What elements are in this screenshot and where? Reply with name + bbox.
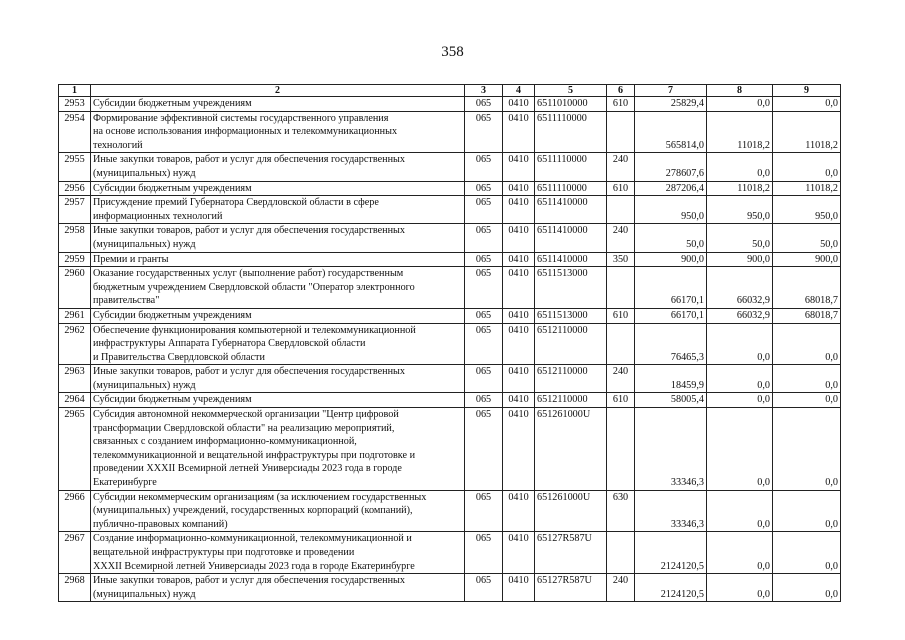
section-code: 0410 [503, 111, 535, 153]
amount-col8: 0,0 [707, 365, 773, 393]
ministry-code: 065 [465, 224, 503, 252]
target-code: 65127R587U [535, 574, 607, 602]
ministry-code: 065 [465, 408, 503, 491]
amount-col7: 33346,3 [635, 408, 707, 491]
amount-col7: 287206,4 [635, 181, 707, 196]
ministry-code: 065 [465, 323, 503, 365]
expense-type: 610 [607, 308, 635, 323]
row-name: Обеспечение функционирования компьютерной и телекоммуникационной инфраструктуры Аппарата Губернатора Свердловской области и Правительства Свердловской области [91, 323, 465, 365]
row-name: Иные закупки товаров, работ и услуг для обеспечения государственных (муниципальных) нужд [91, 224, 465, 252]
amount-col8: 0,0 [707, 393, 773, 408]
expense-type [607, 267, 635, 309]
amount-col7: 76465,3 [635, 323, 707, 365]
budget-table [58, 84, 841, 602]
expense-type: 240 [607, 574, 635, 602]
target-code: 65127R587U [535, 532, 607, 574]
amount-col7: 900,0 [635, 252, 707, 267]
amount-col9: 50,0 [773, 224, 841, 252]
amount-col7: 278607,6 [635, 153, 707, 181]
amount-col8: 66032,9 [707, 308, 773, 323]
target-code: 651261000U [535, 408, 607, 491]
col-header: 5 [535, 85, 607, 97]
table-row [59, 267, 841, 309]
amount-col8: 0,0 [707, 323, 773, 365]
amount-col9: 0,0 [773, 532, 841, 574]
expense-type: 350 [607, 252, 635, 267]
table-row [59, 224, 841, 252]
amount-col8: 0,0 [707, 408, 773, 491]
amount-col8: 50,0 [707, 224, 773, 252]
amount-col7: 50,0 [635, 224, 707, 252]
ministry-code: 065 [465, 252, 503, 267]
col-header: 1 [59, 85, 91, 97]
table-row [59, 365, 841, 393]
ministry-code: 065 [465, 181, 503, 196]
row-name: Создание информационно-коммуникационной, телекоммуникационной и вещательной инфраструктуры при подготовке и проведении XXXII Всемирной летней Универсиады 2023 года в городе Екатеринбурге [91, 532, 465, 574]
ministry-code: 065 [465, 393, 503, 408]
table-row [59, 574, 841, 602]
section-code: 0410 [503, 308, 535, 323]
amount-col7: 66170,1 [635, 308, 707, 323]
amount-col8: 0,0 [707, 153, 773, 181]
expense-type [607, 323, 635, 365]
amount-col9: 11018,2 [773, 181, 841, 196]
amount-col7: 25829,4 [635, 97, 707, 112]
amount-col9: 0,0 [773, 490, 841, 532]
expense-type: 630 [607, 490, 635, 532]
amount-col7: 2124120,5 [635, 574, 707, 602]
row-number: 2967 [59, 532, 91, 574]
amount-col7: 2124120,5 [635, 532, 707, 574]
expense-type [607, 408, 635, 491]
expense-type: 240 [607, 153, 635, 181]
row-number: 2965 [59, 408, 91, 491]
section-code: 0410 [503, 181, 535, 196]
row-number: 2954 [59, 111, 91, 153]
amount-col7: 58005,4 [635, 393, 707, 408]
target-code: 6511410000 [535, 252, 607, 267]
expense-type: 610 [607, 393, 635, 408]
row-number: 2960 [59, 267, 91, 309]
amount-col8: 0,0 [707, 574, 773, 602]
expense-type: 240 [607, 365, 635, 393]
section-code: 0410 [503, 365, 535, 393]
amount-col9: 68018,7 [773, 308, 841, 323]
row-name: Формирование эффективной системы государственного управления на основе использования информационных и телекоммуникационных технологий [91, 111, 465, 153]
page-number: 358 [441, 44, 464, 60]
amount-col8: 950,0 [707, 196, 773, 224]
amount-col7: 950,0 [635, 196, 707, 224]
row-number: 2956 [59, 181, 91, 196]
col-header: 9 [773, 85, 841, 97]
table-row [59, 111, 841, 153]
col-header: 2 [91, 85, 465, 97]
target-code: 6511513000 [535, 308, 607, 323]
target-code: 6511110000 [535, 111, 607, 153]
row-name: Иные закупки товаров, работ и услуг для обеспечения государственных (муниципальных) нужд [91, 574, 465, 602]
target-code: 6512110000 [535, 323, 607, 365]
header-row [59, 85, 841, 97]
amount-col9: 900,0 [773, 252, 841, 267]
amount-col9: 0,0 [773, 323, 841, 365]
ministry-code: 065 [465, 490, 503, 532]
table-row [59, 308, 841, 323]
row-name: Премии и гранты [91, 252, 465, 267]
target-code: 6511410000 [535, 196, 607, 224]
amount-col8: 0,0 [707, 532, 773, 574]
amount-col8: 11018,2 [707, 181, 773, 196]
amount-col8: 0,0 [707, 490, 773, 532]
amount-col8: 66032,9 [707, 267, 773, 309]
row-name: Субсидии бюджетным учреждениям [91, 97, 465, 112]
section-code: 0410 [503, 490, 535, 532]
section-code: 0410 [503, 153, 535, 181]
row-number: 2966 [59, 490, 91, 532]
row-name: Субсидии бюджетным учреждениям [91, 308, 465, 323]
row-name: Иные закупки товаров, работ и услуг для обеспечения государственных (муниципальных) нужд [91, 365, 465, 393]
row-number: 2964 [59, 393, 91, 408]
table-row [59, 181, 841, 196]
ministry-code: 065 [465, 111, 503, 153]
row-number: 2961 [59, 308, 91, 323]
section-code: 0410 [503, 574, 535, 602]
amount-col9: 0,0 [773, 574, 841, 602]
target-code: 6511513000 [535, 267, 607, 309]
amount-col7: 565814,0 [635, 111, 707, 153]
row-number: 2958 [59, 224, 91, 252]
target-code: 6511410000 [535, 224, 607, 252]
table-row [59, 97, 841, 112]
expense-type: 240 [607, 224, 635, 252]
expense-type: 610 [607, 97, 635, 112]
row-name: Оказание государственных услуг (выполнение работ) государственным бюджетным учреждением Свердловской области "Оператор электронного правительства" [91, 267, 465, 309]
table-row [59, 490, 841, 532]
section-code: 0410 [503, 393, 535, 408]
row-name: Субсидии бюджетным учреждениям [91, 181, 465, 196]
amount-col7: 18459,9 [635, 365, 707, 393]
target-code: 6511010000 [535, 97, 607, 112]
section-code: 0410 [503, 97, 535, 112]
amount-col9: 0,0 [773, 408, 841, 491]
expense-type: 610 [607, 181, 635, 196]
row-name: Субсидии бюджетным учреждениям [91, 393, 465, 408]
expense-type [607, 532, 635, 574]
target-code: 6512110000 [535, 365, 607, 393]
row-number: 2953 [59, 97, 91, 112]
ministry-code: 065 [465, 267, 503, 309]
section-code: 0410 [503, 196, 535, 224]
amount-col7: 33346,3 [635, 490, 707, 532]
table-row [59, 408, 841, 491]
section-code: 0410 [503, 267, 535, 309]
section-code: 0410 [503, 408, 535, 491]
row-number: 2955 [59, 153, 91, 181]
section-code: 0410 [503, 224, 535, 252]
row-name: Иные закупки товаров, работ и услуг для обеспечения государственных (муниципальных) нужд [91, 153, 465, 181]
table-row [59, 252, 841, 267]
amount-col9: 950,0 [773, 196, 841, 224]
amount-col8: 0,0 [707, 97, 773, 112]
ministry-code: 065 [465, 196, 503, 224]
amount-col9: 0,0 [773, 97, 841, 112]
ministry-code: 065 [465, 532, 503, 574]
ministry-code: 065 [465, 574, 503, 602]
table-row [59, 323, 841, 365]
row-name: Субсидия автономной некоммерческой организации "Центр цифровой трансформации Свердловской области" на реализацию мероприятий, связанных с созданием информационно-коммуникационной, телекоммуникационной и вещательной инфраструктуры при подготовке и проведении XXXII Всемирной летней Универсиады 2023 года в городе Екатеринбурге [91, 408, 465, 491]
table-row [59, 393, 841, 408]
amount-col9: 0,0 [773, 365, 841, 393]
table-row [59, 153, 841, 181]
col-header: 7 [635, 85, 707, 97]
amount-col7: 66170,1 [635, 267, 707, 309]
expense-type [607, 196, 635, 224]
row-name: Присуждение премий Губернатора Свердловской области в сфере информационных технологий [91, 196, 465, 224]
table-row [59, 196, 841, 224]
expense-type [607, 111, 635, 153]
amount-col9: 11018,2 [773, 111, 841, 153]
target-code: 651261000U [535, 490, 607, 532]
amount-col8: 900,0 [707, 252, 773, 267]
ministry-code: 065 [465, 153, 503, 181]
ministry-code: 065 [465, 365, 503, 393]
section-code: 0410 [503, 323, 535, 365]
amount-col9: 68018,7 [773, 267, 841, 309]
target-code: 6511110000 [535, 181, 607, 196]
target-code: 6512110000 [535, 393, 607, 408]
row-number: 2968 [59, 574, 91, 602]
ministry-code: 065 [465, 97, 503, 112]
col-header: 4 [503, 85, 535, 97]
col-header: 3 [465, 85, 503, 97]
row-name: Субсидии некоммерческим организациям (за исключением государственных (муниципальных) учреждений, государственных корпораций (компаний), публично-правовых компаний) [91, 490, 465, 532]
amount-col9: 0,0 [773, 393, 841, 408]
table-row [59, 532, 841, 574]
amount-col8: 11018,2 [707, 111, 773, 153]
target-code: 6511110000 [535, 153, 607, 181]
row-number: 2959 [59, 252, 91, 267]
amount-col9: 0,0 [773, 153, 841, 181]
ministry-code: 065 [465, 308, 503, 323]
row-number: 2963 [59, 365, 91, 393]
section-code: 0410 [503, 532, 535, 574]
row-number: 2957 [59, 196, 91, 224]
row-number: 2962 [59, 323, 91, 365]
col-header: 6 [607, 85, 635, 97]
col-header: 8 [707, 85, 773, 97]
section-code: 0410 [503, 252, 535, 267]
